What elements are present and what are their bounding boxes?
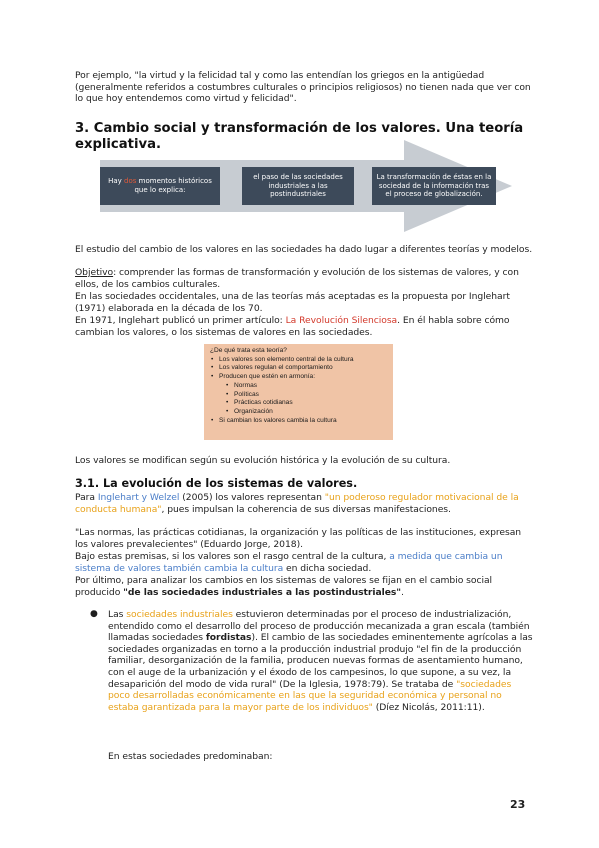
paragraph-norms-quote: "Las normas, las prácticas cotidianas, la organización y las políticas de las instituciones, expresan los valores prevalecientes" (Eduardo Jorge, 2018).: [75, 527, 522, 550]
summary-list: [210, 356, 387, 426]
section-3-heading: 3. Cambio social y transformación de los valores. Una teoría explicativa.: [75, 121, 524, 152]
paragraph-silent-revolution: En 1971, Inglehart publicó un primer artículo: La Revolución Silenciosa. En él habla sobre cómo cambian los valores, o los sistemas de valores en las sociedades.: [75, 315, 510, 338]
diagram-box-information-society: La transformación de éstas en la sociedad de la información tras el proceso de globalización.: [372, 167, 496, 205]
page-number: 23: [510, 798, 526, 811]
section-3-1-heading: 3.1. La evolución de los sistemas de valores.: [75, 477, 358, 490]
paragraph-predominated: En estas sociedades predominaban:: [108, 751, 273, 762]
diagram-box-industrial: el paso de las sociedades industriales a las postindustriales: [242, 167, 354, 205]
paragraph-objective: Objetivo: comprender las formas de transformación y evolución de los sistemas de valores, y con ellos, de los cambios culturales.: [75, 267, 519, 290]
paragraph-study: El estudio del cambio de los valores en las sociedades ha dado lugar a diferentes teorías y modelos.: [75, 244, 533, 255]
summary-item: • Los valores son elemento central de la cultura: [210, 356, 387, 365]
theory-summary-box: [204, 344, 393, 440]
paragraph-finally: Por último, para analizar los cambios en los sistemas de valores se fijan en el cambio social producido "de las sociedades industriales a las postindustriales".: [75, 575, 493, 598]
paragraph-industrial-societies: Las sociedades industriales estuvieron determinadas por el proceso de industrialización, entendido como el desarrollo del proceso de producción mecanizada a gran escala (también llamadas sociedades fordistas). El cambio de las sociedades eminentemente agrícolas a las sociedades organizadas en torno a la producción industrial produjo "el fin de la producción familiar, desorganización de la familia, producen nuevas formas de asentamiento humano, con el auge de la urbanización y el éxodo de los campesinos, lo que supone, a su vez, la desaparición del modo de vida rural" (De la Iglesia, 1978:79). Se trataba de "sociedades poco desarrolladas económicamente en las que la seguridad económica y personal no estaba garantizada para la mayor parte de los individuos" (Díez Nicolás, 2011:11).: [108, 609, 533, 713]
summary-title: ¿De qué trata esta teoría?: [210, 347, 287, 354]
summary-subitem: • Prácticas cotidianas: [210, 399, 387, 408]
link-inglehart-welzel[interactable]: Inglehart y Welzel: [97, 492, 180, 503]
link-revolucion-silenciosa[interactable]: La Revolución Silenciosa: [285, 315, 398, 326]
process-arrow-diagram: [92, 140, 512, 232]
diagram-box-moments: Hay dos momentos históricos que lo explica:: [100, 167, 220, 205]
summary-subitem: • Normas: [210, 382, 387, 391]
summary-item: • Si cambian los valores cambia la cultura: [210, 417, 387, 426]
paragraph-premises: Bajo estas premisas, si los valores son el rasgo central de la cultura, a medida que cambia un sistema de valores también cambia la cultura en dicha sociedad.: [75, 551, 503, 574]
intro-paragraph: Por ejemplo, "la virtud y la felicidad tal y como las entendían los griegos en la antigüedad (generalmente referidos a costumbres culturales o principios religiosos) no tienen nada que ver con lo que hoy entendemos como virtud y felicidad".: [75, 70, 531, 105]
bullet-dot: ●: [90, 609, 98, 619]
summary-item: • Los valores regulan el comportamiento: [210, 364, 387, 373]
paragraph-inglehart: En las sociedades occidentales, una de las teorías más aceptadas es la propuesta por Inglehart (1971) elaborada en la década de los 70.: [75, 291, 510, 314]
summary-subitem: • Organización: [210, 408, 387, 417]
summary-item: • Producen que estén en armonía:: [210, 373, 387, 382]
summary-subitem: • Políticas: [210, 391, 387, 400]
paragraph-inglehart-welzel: Para Inglehart y Welzel (2005) los valores representan "un poderoso regulador motivacional de la conducta humana", pues impulsan la coherencia de sus diversas manifestaciones.: [75, 492, 519, 515]
paragraph-values-modify: Los valores se modifican según su evolución histórica y la evolución de su cultura.: [75, 455, 451, 466]
